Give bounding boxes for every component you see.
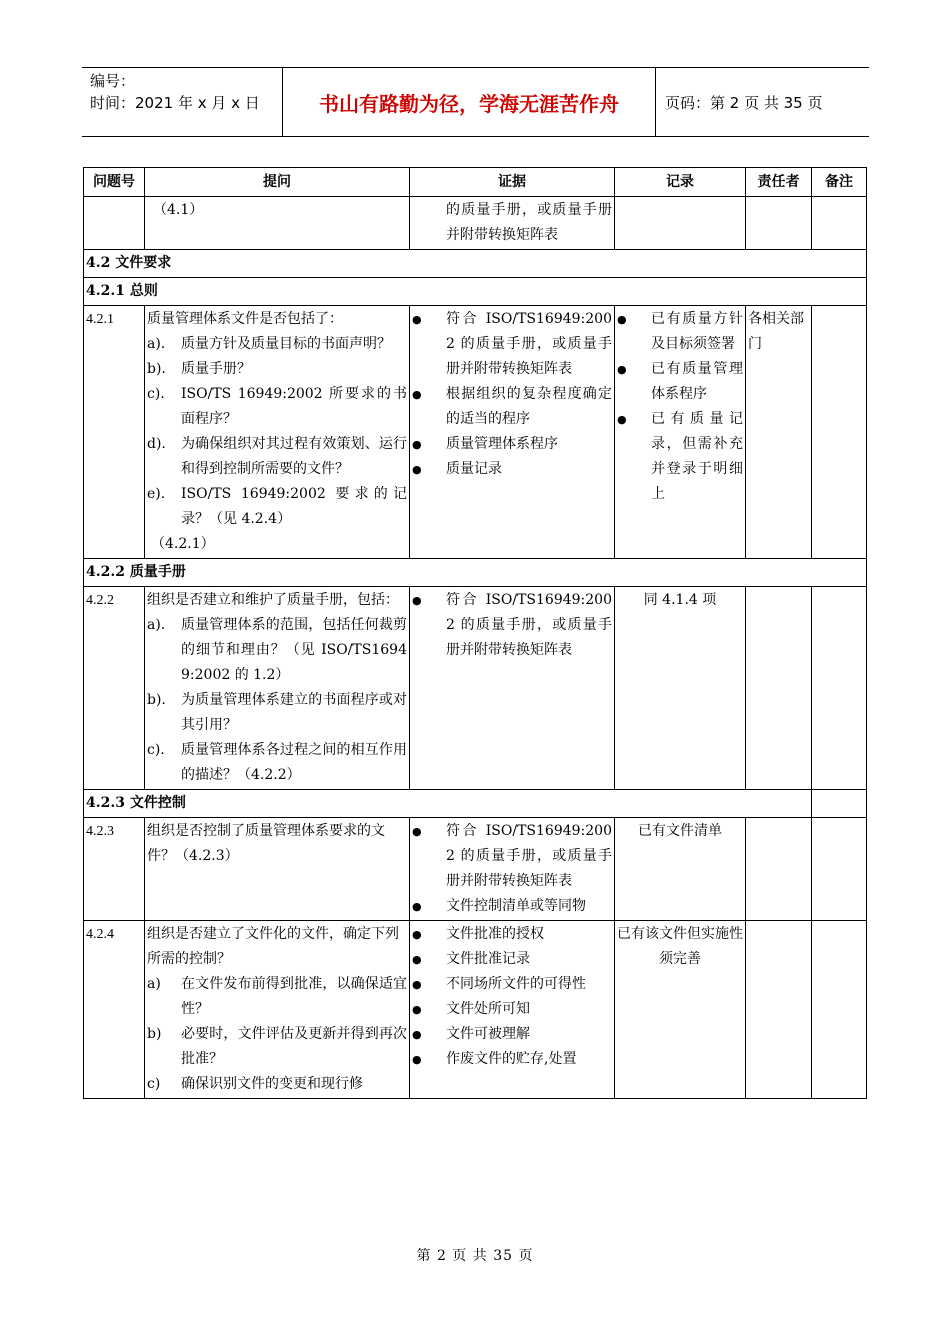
list-item: b). 质量手册？ xyxy=(147,361,251,377)
item-number: 4.2.4 xyxy=(84,921,145,1099)
bullet-icon: ● xyxy=(412,1003,422,1016)
col-header-question: 提问 xyxy=(145,168,410,197)
bullet-icon: ● xyxy=(412,463,422,476)
section-row xyxy=(84,278,867,306)
list-item: ● 文件批准的授权 xyxy=(412,922,612,947)
question-intro: 组织是否建立了文件化的文件，确定下列所需的控制？ xyxy=(147,926,399,967)
bullet-icon: ● xyxy=(412,313,422,326)
evidence-cell xyxy=(410,587,615,790)
bullet-icon: ● xyxy=(617,363,627,376)
record-cell xyxy=(615,306,746,559)
question-cell xyxy=(145,587,410,790)
item-number: 4.2.1 xyxy=(84,306,145,559)
col-header-remark: 备注 xyxy=(812,168,867,197)
list-item: ● 已有质量记录，但需补充并登录于明细上 xyxy=(617,407,743,507)
bullet-icon: ● xyxy=(617,313,627,326)
list-item: c). ISO/TS 16949:2002 所要求的书面程序？ xyxy=(147,386,407,427)
list-item: ● 作废文件的贮存,处置 xyxy=(412,1047,612,1072)
remark-cell xyxy=(812,818,867,921)
date-label: 时间：2021 年 x 月 x 日 xyxy=(90,94,260,112)
evidence-cell xyxy=(410,306,615,559)
section-row xyxy=(84,250,867,278)
section-title: 4.2.1 总则 xyxy=(84,278,867,306)
list-item: ● 根据组织的复杂程度确定的适当的程序 xyxy=(412,382,612,432)
evidence-cell xyxy=(410,818,615,921)
remark-cell xyxy=(812,921,867,1099)
table-row xyxy=(84,818,867,921)
table-row xyxy=(84,306,867,559)
list-item: ● 符合 ISO/TS16949:2002 的质量手册，或质量手册并附带转换矩阵表 xyxy=(412,307,612,382)
list-item: ● 文件控制清单或等同物 xyxy=(412,894,612,919)
list-item: b) 必要时，文件评估及更新并得到再次批准？ xyxy=(147,1026,407,1067)
section-title: 4.2.3 文件控制 xyxy=(84,790,812,818)
list-item: ● 文件批准记录 xyxy=(412,947,612,972)
list-item: ● 质量管理体系程序 xyxy=(412,432,612,457)
page-header xyxy=(82,67,869,137)
col-header-owner: 责任者 xyxy=(746,168,812,197)
col-header-evidence: 证据 xyxy=(410,168,615,197)
table-row xyxy=(84,921,867,1099)
list-item: ● 符合 ISO/TS16949:2002 的质量手册，或质量手册并附带转换矩阵表 xyxy=(412,819,612,894)
bullet-icon: ● xyxy=(412,953,422,966)
owner-cell: 各相关部门 xyxy=(746,306,812,559)
list-item: ● 文件可被理解 xyxy=(412,1022,612,1047)
bullet-icon: ● xyxy=(412,1053,422,1066)
bullet-icon: ● xyxy=(412,978,422,991)
owner-cell xyxy=(746,818,812,921)
list-item: ● 文件处所可知 xyxy=(412,997,612,1022)
list-item: ● 已有质量方针及目标须签署 xyxy=(617,307,743,357)
remark-cell xyxy=(812,587,867,790)
owner-cell xyxy=(746,587,812,790)
header-meta xyxy=(82,68,282,136)
list-item: d). 为确保组织对其过程有效策划、运行和得到控制所需要的文件？ xyxy=(147,436,407,477)
list-item: a). 质量管理体系的范围，包括任何裁剪的细节和理由？（见 ISO/TS16949:2002 的 1.2） xyxy=(147,617,407,683)
list-item: a). 质量方针及质量目标的书面声明？ xyxy=(147,336,391,352)
question-cell xyxy=(145,921,410,1099)
header-page-label: 页码：第 2 页 共 35 页 xyxy=(665,93,823,112)
bullet-icon: ● xyxy=(412,594,422,607)
bullet-icon: ● xyxy=(412,825,422,838)
table-row xyxy=(84,197,867,250)
list-item: ● 已有质量管理体系程序 xyxy=(617,357,743,407)
remark-cell xyxy=(812,306,867,559)
list-item: c) 确保识别文件的变更和现行修 xyxy=(147,1076,363,1092)
header-motto: 书山有路勤为径，学海无涯苦作舟 xyxy=(282,68,656,136)
section-row xyxy=(84,790,867,818)
list-item: ● 不同场所文件的可得性 xyxy=(412,972,612,997)
audit-checklist-table xyxy=(83,167,867,1099)
list-item: ● 符合 ISO/TS16949:2002 的质量手册，或质量手册并附带转换矩阵表 xyxy=(412,588,612,663)
bullet-icon: ● xyxy=(412,388,422,401)
list-item: ● 质量记录 xyxy=(412,457,612,482)
bullet-icon: ● xyxy=(412,438,422,451)
evidence-cell xyxy=(410,921,615,1099)
bullet-icon: ● xyxy=(412,1028,422,1041)
item-number: 4.2.2 xyxy=(84,587,145,790)
clause-ref: （4.2.1） xyxy=(151,536,215,552)
page-footer: 第 2 页 共 35 页 xyxy=(416,1248,534,1264)
bullet-icon: ● xyxy=(412,928,422,941)
table-row xyxy=(84,587,867,790)
question-cell: （4.1） xyxy=(145,197,410,250)
list-item: a) 在文件发布前得到批准，以确保适宜性？ xyxy=(147,976,407,1017)
section-title: 4.2 文件要求 xyxy=(84,250,867,278)
record-cell: 已有该文件但实施性须完善 xyxy=(615,921,746,1099)
bullet-icon: ● xyxy=(412,900,422,913)
question-cell xyxy=(145,306,410,559)
table-header-row xyxy=(84,168,867,197)
record-cell: 已有文件清单 xyxy=(615,818,746,921)
section-title: 4.2.2 质量手册 xyxy=(84,559,867,587)
col-header-record: 记录 xyxy=(615,168,746,197)
question-cell: 组织是否控制了质量管理体系要求的文件？（4.2.3） xyxy=(145,818,410,921)
record-cell: 同 4.1.4 项 xyxy=(615,587,746,790)
col-header-number: 问题号 xyxy=(84,168,145,197)
code-label: 编号： xyxy=(90,72,136,90)
question-intro: 组织是否建立和维护了质量手册，包括： xyxy=(147,592,399,608)
owner-cell xyxy=(746,921,812,1099)
evidence-cell: 的质量手册，或质量手册并附带转换矩阵表 xyxy=(410,197,615,250)
bullet-icon: ● xyxy=(617,413,627,426)
list-item: e). ISO/TS 16949:2002 要求的记录？（见 4.2.4） xyxy=(147,486,407,527)
question-intro: 质量管理体系文件是否包括了： xyxy=(147,311,343,327)
item-number: 4.2.3 xyxy=(84,818,145,921)
section-row xyxy=(84,559,867,587)
list-item: b). 为质量管理体系建立的书面程序或对其引用？ xyxy=(147,692,407,733)
list-item: c). 质量管理体系各过程之间的相互作用的描述？（4.2.2） xyxy=(147,742,407,783)
